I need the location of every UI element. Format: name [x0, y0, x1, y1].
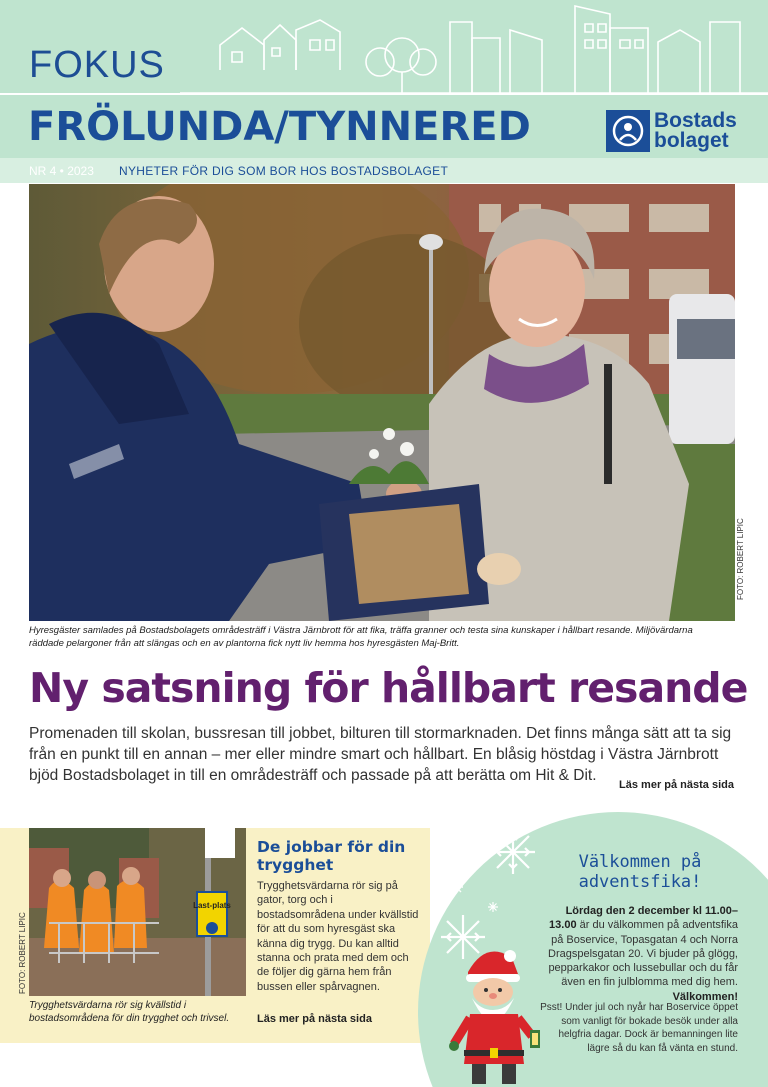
- article-read-more-link[interactable]: Läs mer på nästa sida: [619, 779, 734, 791]
- issue-number: NR 4 • 2023: [29, 164, 94, 178]
- advent-date: Lördag den 2 december kl 11.00–13.00: [549, 905, 738, 932]
- masthead-kicker: FOKUS: [29, 44, 165, 86]
- logo-text-line2: bolaget: [654, 129, 729, 152]
- safety-photo-credit: FOTO: ROBERT LIPIC: [18, 912, 27, 994]
- safety-caption: Trygghetsvärdarna rör sig kvällstid i bostadsområdena för din trygghet och trivsel.: [29, 1000, 230, 1024]
- masthead-divider: [0, 93, 768, 95]
- logo-text-line1: Bostads: [654, 109, 737, 132]
- safety-read-more-link[interactable]: Läs mer på nästa sida: [257, 1013, 372, 1025]
- city-skyline-illustration: [180, 0, 768, 100]
- bostadsbolaget-logo: [606, 108, 737, 154]
- area-title: FRÖLUNDA/TYNNERED: [28, 104, 531, 150]
- safety-body: Trygghetsvärdarna rör sig på gator, torg och i bostadsområdena under kvällstid för att du som hyresgäst ska känna dig trygg. Du kan alltid stanna och prata med dem och de följer dig gärna hem från bussen eller spårvagnen.: [257, 880, 419, 993]
- article-lead: Promenaden till skolan, bussresan till jobbet, bilturen till stormarknaden. Det finns många sätt att ta sig från en punkt till en annan – mer eller mindre smart och hållbart. En blåsig höstdag i Västra Järnbrott bjöd Bostadsbolaget in till en områdesträff och passade på att berätta om Hit & Dit.: [29, 725, 732, 784]
- safety-photo-illustration: [29, 828, 246, 996]
- hero-photo: [29, 184, 735, 621]
- tagline: NYHETER FÖR DIG SOM BOR HOS BOSTADSBOLAGET: [119, 164, 449, 178]
- advent-details: [540, 904, 738, 1004]
- hero-caption: Hyresgäster samlades på Bostadsbolagets områdesträff i Västra Järnbrott för att fika, träffa granner och testa sina kunskaper i hållbart resande. Miljövärdarna räddade pelargoner från att slängas och en av plantorna fick nytt liv hemma hos hyresgästen Maj-Britt.: [29, 625, 693, 649]
- loading-zone-sign-text: Last-plats: [193, 901, 231, 910]
- hero-photo-credit: FOTO: ROBERT LIPIC: [736, 518, 745, 600]
- masthead: [0, 0, 768, 158]
- hero-photo-illustration: [29, 184, 735, 621]
- safety-hosts-photo: [29, 828, 246, 996]
- advent-body-text: är du välkommen på adventsfika på Boservice, Topasgatan 4 och Norra Dragspelsgatan 20. Vi bjuder på glögg, pepparkakor och lussebullar och du får även en fin julblomma med dig hem.: [548, 919, 738, 989]
- safety-title: De jobbar för din trygghet: [257, 838, 406, 874]
- advent-title: Välkommen på adventsfika!: [578, 852, 702, 892]
- advent-holiday-note: Psst! Under jul och nyår har Boservice öppet som vanligt för bokade besök under alla helgfria dagar. Dock är bemanningen lite lägre så du kan få vänta en stund.: [540, 1002, 738, 1054]
- santa-claus-icon: [446, 944, 546, 1087]
- advent-welcome: Välkommen!: [672, 990, 738, 1003]
- article-headline: Ny satsning för hållbart resande: [29, 664, 748, 712]
- logo-emblem-icon: [606, 110, 650, 152]
